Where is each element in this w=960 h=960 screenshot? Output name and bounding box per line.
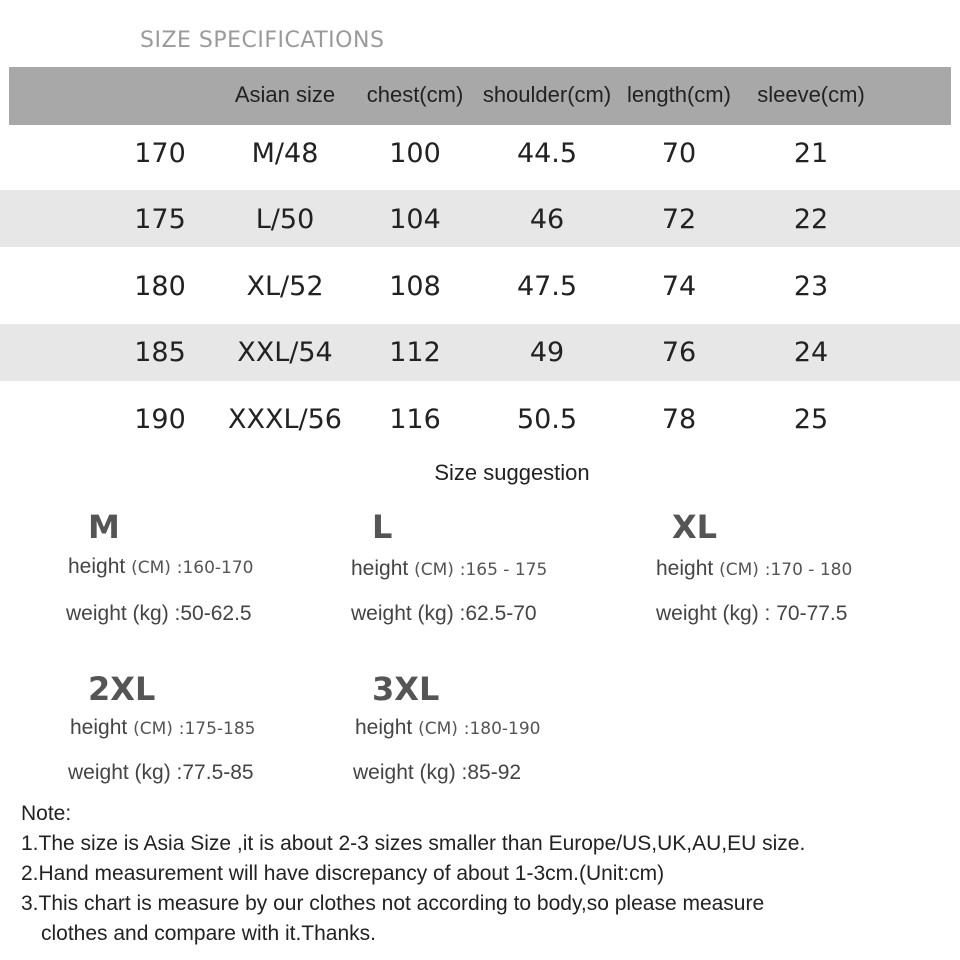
- weight-text: weight (kg): [656, 602, 759, 625]
- weight-range: :77.5-85: [176, 761, 254, 784]
- page-title: SIZE SPECIFICATIONS: [140, 28, 385, 53]
- table-cell: 100: [389, 138, 441, 169]
- table-cell: 76: [661, 337, 697, 368]
- height-text: height: [351, 557, 409, 580]
- height-range: :180-190: [463, 719, 541, 739]
- table-header-cell: shoulder(cm): [482, 82, 612, 107]
- height-range: :170 - 180: [764, 560, 853, 580]
- height-label: [355, 716, 540, 740]
- table-cell: 25: [793, 404, 829, 435]
- weight-label: [353, 761, 521, 785]
- height-unit: (CM): [418, 719, 458, 739]
- table-cell: 22: [793, 204, 829, 235]
- table-cell: 44.5: [516, 138, 578, 169]
- weight-text: weight (kg): [68, 761, 171, 784]
- table-cell: 47.5: [516, 271, 578, 302]
- table-cell: 70: [661, 138, 697, 169]
- height-text: height: [68, 555, 126, 578]
- note-line: clothes and compare with it.Thanks.: [41, 922, 376, 945]
- size-label: M: [88, 508, 120, 546]
- table-cell: 108: [389, 271, 441, 302]
- table-cell: 74: [661, 271, 697, 302]
- table-cell: 46: [529, 204, 565, 235]
- weight-range: :50-62.5: [174, 602, 252, 625]
- table-cell: 72: [661, 204, 697, 235]
- height-range: :165 - 175: [459, 560, 548, 580]
- height-label: [70, 716, 255, 740]
- note-line: 2.Hand measurement will have discrepancy of about 1-3cm.(Unit:cm): [21, 862, 665, 885]
- height-label: [68, 555, 253, 579]
- weight-range: : 70-77.5: [764, 602, 848, 625]
- table-cell: 104: [389, 204, 441, 235]
- table-cell: 49: [529, 337, 565, 368]
- table-header-cell: length(cm): [627, 82, 731, 107]
- size-label: 2XL: [88, 670, 156, 708]
- table-cell: XL/52: [246, 271, 324, 302]
- weight-text: weight (kg): [353, 761, 456, 784]
- notes-heading: Note:: [21, 802, 72, 825]
- table-cell: 23: [793, 271, 829, 302]
- note-line: 1.The size is Asia Size ,it is about 2-3 sizes smaller than Europe/US,UK,AU,EU size.: [21, 832, 806, 855]
- height-unit: (CM): [131, 558, 171, 578]
- weight-range: :62.5-70: [459, 602, 537, 625]
- size-label: L: [372, 508, 393, 546]
- weight-label: [66, 602, 252, 626]
- table-cell: 185: [134, 337, 186, 368]
- height-text: height: [355, 716, 413, 739]
- height-unit: (CM): [719, 560, 759, 580]
- weight-text: weight (kg): [351, 602, 454, 625]
- table-cell: 24: [793, 337, 829, 368]
- height-unit: (CM): [414, 560, 454, 580]
- height-range: :160-170: [176, 558, 254, 578]
- size-suggestion-title: Size suggestion: [434, 460, 590, 485]
- table-cell: 112: [389, 337, 441, 368]
- table-cell: 116: [389, 404, 441, 435]
- table-cell: 50.5: [516, 404, 578, 435]
- table-cell: 190: [134, 404, 186, 435]
- table-cell: 78: [661, 404, 697, 435]
- height-label: [656, 557, 852, 581]
- table-cell: XXXL/56: [228, 404, 342, 435]
- weight-label: [351, 602, 537, 626]
- table-cell: 180: [134, 271, 186, 302]
- table-header-cell: Asian size: [234, 82, 336, 107]
- weight-label: [68, 761, 254, 785]
- table-cell: 175: [134, 204, 186, 235]
- notes-section: [21, 799, 951, 949]
- note-line: 3.This chart is measure by our clothes not according to body,so please measure: [21, 892, 765, 915]
- height-text: height: [70, 716, 128, 739]
- height-range: :175-185: [178, 719, 256, 739]
- height-unit: (CM): [133, 719, 173, 739]
- height-text: height: [656, 557, 714, 580]
- table-cell: L/50: [255, 204, 315, 235]
- table-header-cell: chest(cm): [366, 82, 464, 107]
- size-label: 3XL: [372, 670, 440, 708]
- weight-range: :85-92: [461, 761, 522, 784]
- weight-text: weight (kg): [66, 602, 169, 625]
- table-cell: 170: [134, 138, 186, 169]
- weight-label: [656, 602, 847, 626]
- table-cell: 21: [793, 138, 829, 169]
- table-cell: M/48: [251, 138, 319, 169]
- table-header-cell: sleeve(cm): [757, 82, 865, 107]
- size-label: XL: [672, 508, 718, 546]
- height-label: [351, 557, 547, 581]
- table-cell: XXL/54: [237, 337, 333, 368]
